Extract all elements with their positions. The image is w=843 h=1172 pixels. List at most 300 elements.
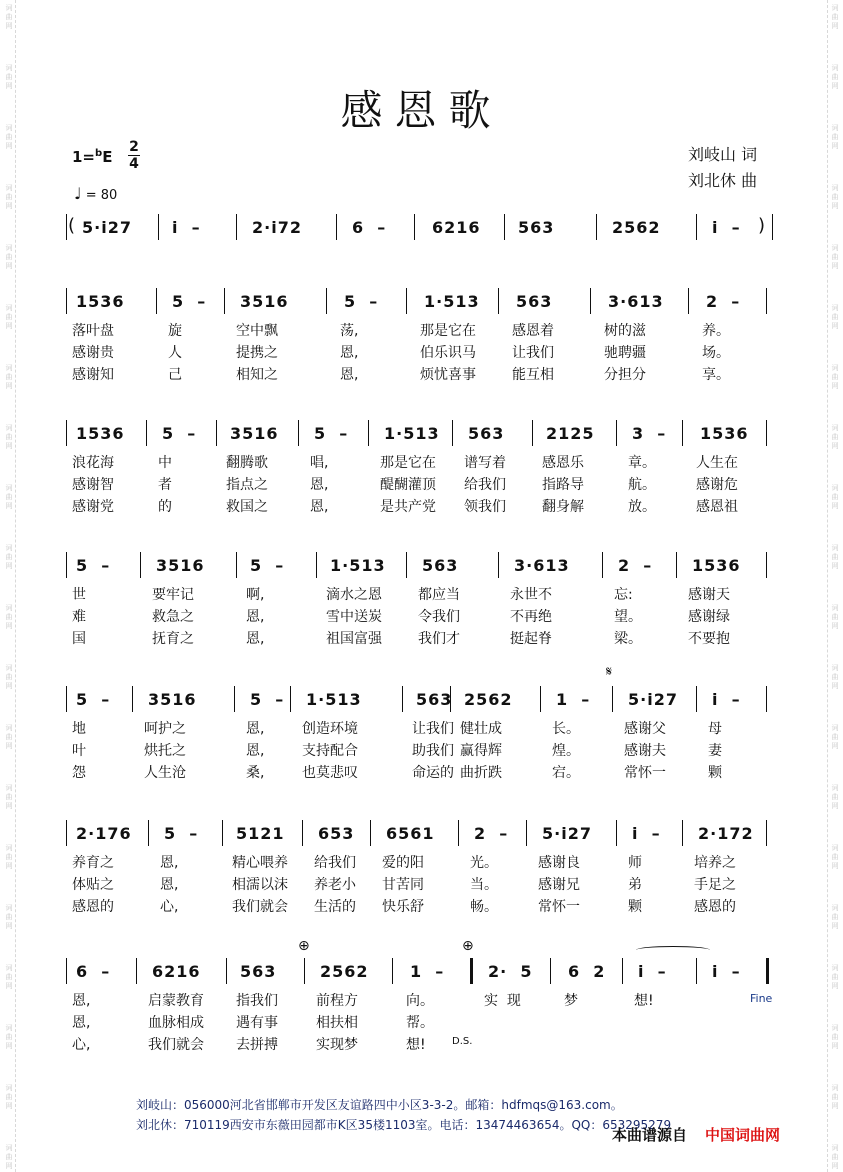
measure-notes: 1·513 [330, 556, 386, 575]
bar-line [336, 214, 337, 240]
lyric-word: 挺起脊 [510, 631, 552, 647]
watermark-text: 词 曲 网 [831, 544, 839, 570]
bar-line [688, 288, 689, 314]
lyric-word: 感谢智 [72, 477, 114, 493]
measure-notes: 6216 [432, 218, 481, 237]
lyric-word: 浪花海 [72, 455, 114, 471]
left-watermark-strip [2, 0, 16, 1172]
lyric-word: 让我们 [412, 721, 454, 737]
lyric-word: 给我们 [464, 477, 506, 493]
fine-mark: Fine [750, 992, 773, 1005]
measure-notes: 6 – [352, 218, 387, 237]
bar-line [458, 820, 459, 846]
notation-line [66, 938, 776, 986]
bar-line [140, 552, 141, 578]
measure-notes: 6 2 [568, 962, 606, 981]
tempo-marking: ♩ = 80 [74, 184, 118, 203]
lyric-word: 感恩着 [512, 323, 554, 339]
lyric-word: 也莫悲叹 [302, 765, 358, 781]
lyric-word: 怨 [72, 765, 86, 781]
bar-line [136, 958, 137, 984]
watermark-text: 词 曲 网 [5, 64, 13, 90]
bar-line [526, 820, 527, 846]
measure-notes: i – [638, 962, 667, 981]
lyric-word: 煌。 [552, 743, 580, 759]
lyric-word: 恩, [246, 743, 265, 759]
bar-line [146, 420, 147, 446]
lyric-word: 支持配合 [302, 743, 358, 759]
lyric-word: 驰聘疆 [604, 345, 646, 361]
measure-notes: 5 – [76, 556, 111, 575]
lyric-verse-3 [66, 762, 776, 782]
measure-notes: 1 – [556, 690, 591, 709]
lyric-word: 分担分 [604, 367, 646, 383]
lyric-word: 场。 [702, 345, 730, 361]
measure-notes: 563 [518, 218, 555, 237]
lyric-word: 光。 [470, 855, 498, 871]
measure-notes: 5 – [76, 690, 111, 709]
lyric-word: 实 现 [484, 993, 521, 1009]
measure-notes: 2 – [706, 292, 741, 311]
measure-notes: 3·613 [608, 292, 664, 311]
source-site: 中国词曲网 [705, 1126, 781, 1144]
lyric-word: 常怀一 [624, 765, 666, 781]
measure-notes: 563 [240, 962, 277, 981]
lyric-word: 感谢天 [688, 587, 730, 603]
notation-line [66, 424, 776, 448]
lyric-word: 荡, [340, 323, 359, 339]
lyric-word: 梦 [564, 993, 578, 1009]
lyric-word: 妻 [708, 743, 722, 759]
measure-notes: i – [712, 690, 741, 709]
lyric-word: 手足之 [694, 877, 736, 893]
watermark-text: 词 曲 网 [831, 184, 839, 210]
lyric-word: 师 [628, 855, 642, 871]
watermark-text: 词 曲 网 [5, 304, 13, 330]
quarter-note-icon: ♩ [74, 184, 82, 203]
lyric-word: 能互相 [512, 367, 554, 383]
lyric-word: 培养之 [694, 855, 736, 871]
lyric-word: 要牢记 [152, 587, 194, 603]
watermark-text: 词 曲 网 [5, 244, 13, 270]
bar-line [766, 958, 769, 984]
watermark-text: 词 曲 网 [5, 1144, 13, 1170]
lyric-word: 难 [72, 609, 86, 625]
lyric-word: 章。 [628, 455, 656, 471]
bar-line [66, 820, 67, 846]
measure-notes: 563 [468, 424, 505, 443]
time-signature: 2 4 [129, 139, 139, 172]
lyric-word: 前程方 [316, 993, 358, 1009]
lyric-word: 命运的 [412, 765, 454, 781]
lyric-word: 中 [158, 455, 172, 471]
lyric-word: 让我们 [512, 345, 554, 361]
lyric-word: 当。 [470, 877, 498, 893]
composer-credit: 刘北休 曲 [688, 171, 758, 190]
measure-notes: 2 – [474, 824, 509, 843]
intro-close-paren: ) [758, 215, 766, 236]
lyric-word: 长。 [552, 721, 580, 737]
bar-line [772, 214, 773, 240]
lyric-verse-2 [66, 342, 776, 362]
lyric-word: 恩, [160, 877, 179, 893]
bar-line [414, 214, 415, 240]
watermark-text: 词 曲 网 [5, 724, 13, 750]
bar-line [452, 420, 453, 446]
lyric-word: 宕。 [552, 765, 580, 781]
measure-notes: 3516 [240, 292, 289, 311]
measure-notes: 3516 [230, 424, 279, 443]
lyric-word: 感谢夫 [624, 743, 666, 759]
watermark-text: 词 曲 网 [831, 1084, 839, 1110]
lyric-verse-3 [66, 364, 776, 384]
lyric-word: 精心喂养 [232, 855, 288, 871]
lyric-word: 想! [634, 993, 654, 1009]
bar-line [682, 420, 683, 446]
footer-contact-composer: 刘北休：710119西安市东薇田园都市K区35楼1103室。电话：13474463654。QQ：653295279 [136, 1118, 672, 1132]
measure-notes: 1536 [692, 556, 741, 575]
bar-line [234, 686, 235, 712]
bar-line [392, 958, 393, 984]
lyric-word: 享。 [702, 367, 730, 383]
lyric-word: 感恩的 [694, 899, 736, 915]
watermark-text: 词 曲 网 [831, 844, 839, 870]
lyric-word: 遇有事 [236, 1015, 278, 1031]
bar-line [696, 686, 697, 712]
lyric-word: 地 [72, 721, 86, 737]
measure-notes: 3·613 [514, 556, 570, 575]
notation-line [66, 292, 776, 316]
lyric-word: 恩, [160, 855, 179, 871]
lyric-word: 不再绝 [510, 609, 552, 625]
lyric-word: 向。 [406, 993, 434, 1009]
measure-notes: 5·i27 [82, 218, 132, 237]
notation-line [66, 824, 776, 848]
watermark-text: 词 曲 网 [5, 424, 13, 450]
lyric-word: 恩, [246, 609, 265, 625]
notation-line [66, 664, 776, 714]
lyric-word: 不要抱 [688, 631, 730, 647]
lyric-word: 救国之 [226, 499, 268, 515]
lyric-verse-1 [66, 718, 776, 738]
lyric-word: 感谢良 [538, 855, 580, 871]
measure-notes: 1·513 [384, 424, 440, 443]
measure-notes: 5 – [250, 556, 285, 575]
bar-line [216, 420, 217, 446]
lyric-word: 旋 [168, 323, 182, 339]
lyric-word: 永世不 [510, 587, 552, 603]
bar-line [766, 288, 767, 314]
lyric-word: 助我们 [412, 743, 454, 759]
lyric-word: 呵护之 [144, 721, 186, 737]
measure-notes: i – [632, 824, 661, 843]
bar-line [402, 686, 403, 712]
lyric-word: 健壮成 [460, 721, 502, 737]
lyric-word: 感谢绿 [688, 609, 730, 625]
lyric-word: 令我们 [418, 609, 460, 625]
measure-notes: i – [712, 962, 741, 981]
lyric-word: 烘托之 [144, 743, 186, 759]
lyric-word: 望。 [614, 609, 642, 625]
lyric-word: 恩, [246, 721, 265, 737]
watermark-text: 词 曲 网 [5, 664, 13, 690]
measure-notes: 5 – [250, 690, 285, 709]
watermark-text: 词 曲 网 [5, 604, 13, 630]
bar-line [132, 686, 133, 712]
lyric-word: 那是它在 [380, 455, 436, 471]
lyric-word: 恩, [310, 499, 329, 515]
lyric-word: 救急之 [152, 609, 194, 625]
lyric-word: 梁。 [614, 631, 642, 647]
lyric-word: 指路导 [542, 477, 584, 493]
watermark-text: 词 曲 网 [831, 484, 839, 510]
watermark-text: 词 曲 网 [5, 484, 13, 510]
lyric-word: 感恩乐 [542, 455, 584, 471]
lyric-word: 落叶盘 [72, 323, 114, 339]
watermark-text: 词 曲 网 [831, 304, 839, 330]
lyric-word: 抚育之 [152, 631, 194, 647]
watermark-text: 词 曲 网 [831, 64, 839, 90]
watermark-text: 词 曲 网 [5, 904, 13, 930]
bar-line [602, 552, 603, 578]
measure-notes: 5 – [162, 424, 197, 443]
measure-notes: 1536 [76, 292, 125, 311]
lyric-word: 谱写着 [464, 455, 506, 471]
bar-line [696, 214, 697, 240]
lyric-word: 忘: [614, 587, 633, 603]
bar-line [222, 820, 223, 846]
notation-line [66, 556, 776, 580]
bar-line [498, 288, 499, 314]
measure-notes: 5 – [164, 824, 199, 843]
watermark-text: 词 曲 网 [831, 604, 839, 630]
measure-notes: 5121 [236, 824, 285, 843]
bar-line [298, 420, 299, 446]
lyric-word: 人 [168, 345, 182, 361]
lyric-word: 感谢危 [696, 477, 738, 493]
bar-line [616, 420, 617, 446]
lyric-word: 养育之 [72, 855, 114, 871]
watermark-text: 词 曲 网 [5, 544, 13, 570]
coda-sign: ⊕ [462, 938, 474, 954]
watermark-text: 词 曲 网 [831, 364, 839, 390]
lyric-word: 恩, [340, 367, 359, 383]
watermark-text: 词 曲 网 [831, 724, 839, 750]
lyric-word: 恩, [72, 1015, 91, 1031]
bar-line [368, 420, 369, 446]
lyric-verse-2 [66, 874, 776, 894]
lyric-word: 母 [708, 721, 722, 737]
bar-line [596, 214, 597, 240]
bar-line [224, 288, 225, 314]
watermark-text: 词 曲 网 [5, 364, 13, 390]
watermark-text: 词 曲 网 [5, 124, 13, 150]
measure-notes: i – [712, 218, 741, 237]
lyric-word: 人生沧 [144, 765, 186, 781]
bar-line [406, 288, 407, 314]
lyric-word: 人生在 [696, 455, 738, 471]
lyric-word: 帮。 [406, 1015, 434, 1031]
measure-notes: 3516 [156, 556, 205, 575]
bar-line [470, 958, 473, 984]
watermark-text: 词 曲 网 [831, 124, 839, 150]
bar-line [236, 214, 237, 240]
measure-notes: 6 – [76, 962, 111, 981]
bar-line [498, 552, 499, 578]
lyric-word: 放。 [628, 499, 656, 515]
watermark-text: 词 曲 网 [5, 784, 13, 810]
measure-notes: i – [172, 218, 201, 237]
ds-mark: D.S. [452, 1036, 473, 1047]
watermark-text: 词 曲 网 [831, 1144, 839, 1170]
lyric-word: 心, [160, 899, 179, 915]
lyric-word: 感谢党 [72, 499, 114, 515]
lyric-word: 生活的 [314, 899, 356, 915]
watermark-text: 词 曲 网 [5, 1084, 13, 1110]
measure-notes: 2562 [612, 218, 661, 237]
bar-line [766, 552, 767, 578]
lyric-word: 感恩祖 [696, 499, 738, 515]
lyric-word: 感谢知 [72, 367, 114, 383]
bar-line [304, 958, 305, 984]
lyric-verse-3 [66, 496, 776, 516]
bar-line [66, 420, 67, 446]
lyric-word: 国 [72, 631, 86, 647]
bar-line [406, 552, 407, 578]
lyric-word: 感谢兄 [538, 877, 580, 893]
lyric-verse-1 [66, 584, 776, 604]
bar-line [540, 686, 541, 712]
lyric-word: 唱, [310, 455, 329, 471]
lyric-verse-3 [66, 628, 776, 648]
watermark-text: 词 曲 网 [831, 904, 839, 930]
measure-notes: 2·172 [698, 824, 754, 843]
bar-line [616, 820, 617, 846]
lyric-word: 相濡以沫 [232, 877, 288, 893]
lyric-word: 去拼搏 [236, 1037, 278, 1053]
lyric-word: 创造环境 [302, 721, 358, 737]
lyric-word: 我们就会 [232, 899, 288, 915]
measure-notes: 2562 [320, 962, 369, 981]
watermark-text: 词 曲 网 [831, 964, 839, 990]
lyric-word: 的 [158, 499, 172, 515]
watermark-text: 词 曲 网 [831, 664, 839, 690]
lyric-word: 颗 [708, 765, 722, 781]
lyric-word: 恩, [310, 477, 329, 493]
lyric-word: 我们才 [418, 631, 460, 647]
lyric-verse-3 [66, 1034, 776, 1054]
lyric-word: 弟 [628, 877, 642, 893]
bar-line [766, 820, 767, 846]
measure-notes: 2125 [546, 424, 595, 443]
bar-line [326, 288, 327, 314]
bar-line [226, 958, 227, 984]
measure-notes: 1 – [410, 962, 445, 981]
watermark-text: 词 曲 网 [5, 1024, 13, 1050]
measure-notes: 1·513 [306, 690, 362, 709]
coda-sign: ⊕ [298, 938, 310, 954]
lyric-word: 我们就会 [148, 1037, 204, 1053]
lyric-word: 翻身解 [542, 499, 584, 515]
lyric-word: 雪中送炭 [326, 609, 382, 625]
bar-line [236, 552, 237, 578]
lyric-word: 是共产党 [380, 499, 436, 515]
watermark-text: 词 曲 网 [831, 4, 839, 30]
measure-notes: 3 – [632, 424, 667, 443]
lyric-word: 啊, [246, 587, 265, 603]
lyric-word: 世 [72, 587, 86, 603]
measure-notes: 6561 [386, 824, 435, 843]
lyric-word: 血脉相成 [148, 1015, 204, 1031]
lyric-word: 常怀一 [538, 899, 580, 915]
bar-line [532, 420, 533, 446]
lyric-verse-1 [66, 452, 776, 472]
bar-line [66, 958, 67, 984]
lyric-word: 想! [406, 1037, 426, 1053]
lyric-word: 曲折跌 [460, 765, 502, 781]
watermark-text: 词 曲 网 [5, 964, 13, 990]
lyric-verse-1 [66, 320, 776, 340]
bar-line [158, 214, 159, 240]
lyric-word: 指点之 [226, 477, 268, 493]
lyric-verse-2 [66, 1012, 776, 1032]
lyric-word: 感恩的 [72, 899, 114, 915]
lyric-word: 爱的阳 [382, 855, 424, 871]
lyric-word: 心, [72, 1037, 91, 1053]
bar-line [316, 552, 317, 578]
bar-line [696, 958, 697, 984]
lyric-word: 烦忧喜事 [420, 367, 476, 383]
lyric-word: 养。 [702, 323, 730, 339]
lyric-verse-1 [66, 852, 776, 872]
lyric-word: 空中飘 [236, 323, 278, 339]
lyric-word: 恩, [72, 993, 91, 1009]
lyric-word: 领我们 [464, 499, 506, 515]
lyric-word: 桑, [246, 765, 265, 781]
measure-notes: 2·i72 [252, 218, 302, 237]
bar-line [612, 686, 613, 712]
lyric-word: 甘苦同 [382, 877, 424, 893]
lyric-word: 感谢父 [624, 721, 666, 737]
measure-notes: 2 – [618, 556, 653, 575]
lyric-word: 恩, [340, 345, 359, 361]
right-watermark-strip [827, 0, 841, 1172]
bar-line [66, 552, 67, 578]
bar-line [370, 820, 371, 846]
bar-line [676, 552, 677, 578]
bar-line [682, 820, 683, 846]
measure-notes: 5·i27 [542, 824, 592, 843]
source-credit: 本曲谱源自 中国词曲网 [612, 1126, 781, 1144]
measure-notes: 3516 [148, 690, 197, 709]
lyric-word: 树的滋 [604, 323, 646, 339]
lyric-word: 相扶相 [316, 1015, 358, 1031]
measure-notes: 2· 5 [488, 962, 533, 981]
song-title: 感恩歌 [340, 86, 503, 135]
lyric-word: 那是它在 [420, 323, 476, 339]
watermark-text: 词 曲 网 [831, 244, 839, 270]
measure-notes: 563 [416, 690, 453, 709]
measure-notes: 5 – [344, 292, 379, 311]
lyric-word: 己 [168, 367, 182, 383]
watermark-text: 词 曲 网 [5, 4, 13, 30]
lyric-verse-2 [66, 740, 776, 760]
lyric-word: 颗 [628, 899, 642, 915]
lyric-word: 翻腾歌 [226, 455, 268, 471]
lyric-word: 感谢贵 [72, 345, 114, 361]
watermark-text: 词 曲 网 [5, 844, 13, 870]
lyric-word: 醍醐灌顶 [380, 477, 436, 493]
